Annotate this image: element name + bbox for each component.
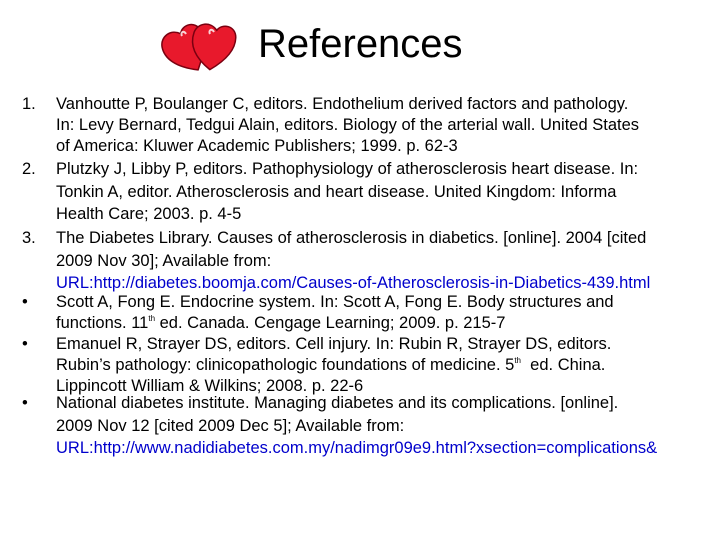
list-marker: 1. bbox=[22, 95, 36, 113]
reference-line: 2009 Nov 12 [cited 2009 Dec 5]; Available from: bbox=[56, 416, 405, 435]
list-marker: • bbox=[22, 293, 28, 311]
list-marker: 3. bbox=[22, 229, 36, 247]
reference-line: Health Care; 2003. p. 4-5 bbox=[56, 205, 242, 223]
reference-line: Emanuel R, Strayer DS, editors. Cell injury. In: Rubin R, Strayer DS, editors. bbox=[56, 335, 612, 353]
reference-line: Vanhoutte P, Boulanger C, editors. Endothelium derived factors and pathology. bbox=[56, 95, 629, 113]
reference-item bbox=[0, 158, 728, 226]
reference-text: Rubin’s pathology: clinicopathologic foundations of medicine. 5 bbox=[56, 356, 515, 374]
ordinal-suffix: th bbox=[514, 356, 521, 365]
reference-line: Tonkin A, editor. Atherosclerosis and heart disease. United Kingdom: Informa bbox=[56, 182, 617, 201]
page-title: References bbox=[258, 22, 463, 66]
list-marker: • bbox=[22, 335, 28, 353]
reference-line bbox=[56, 355, 728, 376]
reference-line: The Diabetes Library. Causes of atherosclerosis in diabetics. [online]. 2004 [cited bbox=[56, 229, 647, 247]
reference-line: In: Levy Bernard, Tedgui Alain, editors. Biology of the arterial wall. United States bbox=[56, 116, 640, 134]
reference-line: Scott A, Fong E. Endocrine system. In: Scott A, Fong E. Body structures and bbox=[56, 293, 614, 311]
hearts-icon bbox=[160, 18, 244, 76]
reference-line: of America: Kluwer Academic Publishers; 1999. p. 62-3 bbox=[56, 137, 458, 155]
list-marker: • bbox=[22, 394, 28, 412]
reference-line: Lippincott William & Wilkins; 2008. p. 22-6 bbox=[56, 377, 364, 395]
reference-item bbox=[0, 334, 728, 397]
reference-text: ed. China. bbox=[521, 356, 606, 374]
reference-item bbox=[0, 227, 728, 295]
reference-url-link[interactable]: URL:http://www.nadidiabetes.com.my/nadimgr09e9.html?xsection=complications& bbox=[56, 439, 658, 457]
reference-item bbox=[0, 392, 728, 460]
reference-text: ed. Canada. Cengage Learning; 2009. p. 215-7 bbox=[155, 314, 506, 332]
list-marker: 2. bbox=[22, 160, 36, 178]
reference-line: National diabetes institute. Managing diabetes and its complications. [online]. bbox=[56, 394, 619, 412]
reference-url-link[interactable]: URL:http://diabetes.boomja.com/Causes-of-Atherosclerosis-in-Diabetics-439.html bbox=[56, 274, 651, 292]
ordinal-suffix: th bbox=[148, 314, 156, 323]
reference-line bbox=[56, 313, 728, 334]
reference-item bbox=[0, 94, 728, 157]
reference-item bbox=[0, 292, 728, 334]
reference-text: functions. 11 bbox=[56, 314, 149, 332]
reference-line: 2009 Nov 30]; Available from: bbox=[56, 251, 272, 270]
reference-line: Plutzky J, Libby P, editors. Pathophysiology of atherosclerosis heart disease. In: bbox=[56, 160, 639, 178]
